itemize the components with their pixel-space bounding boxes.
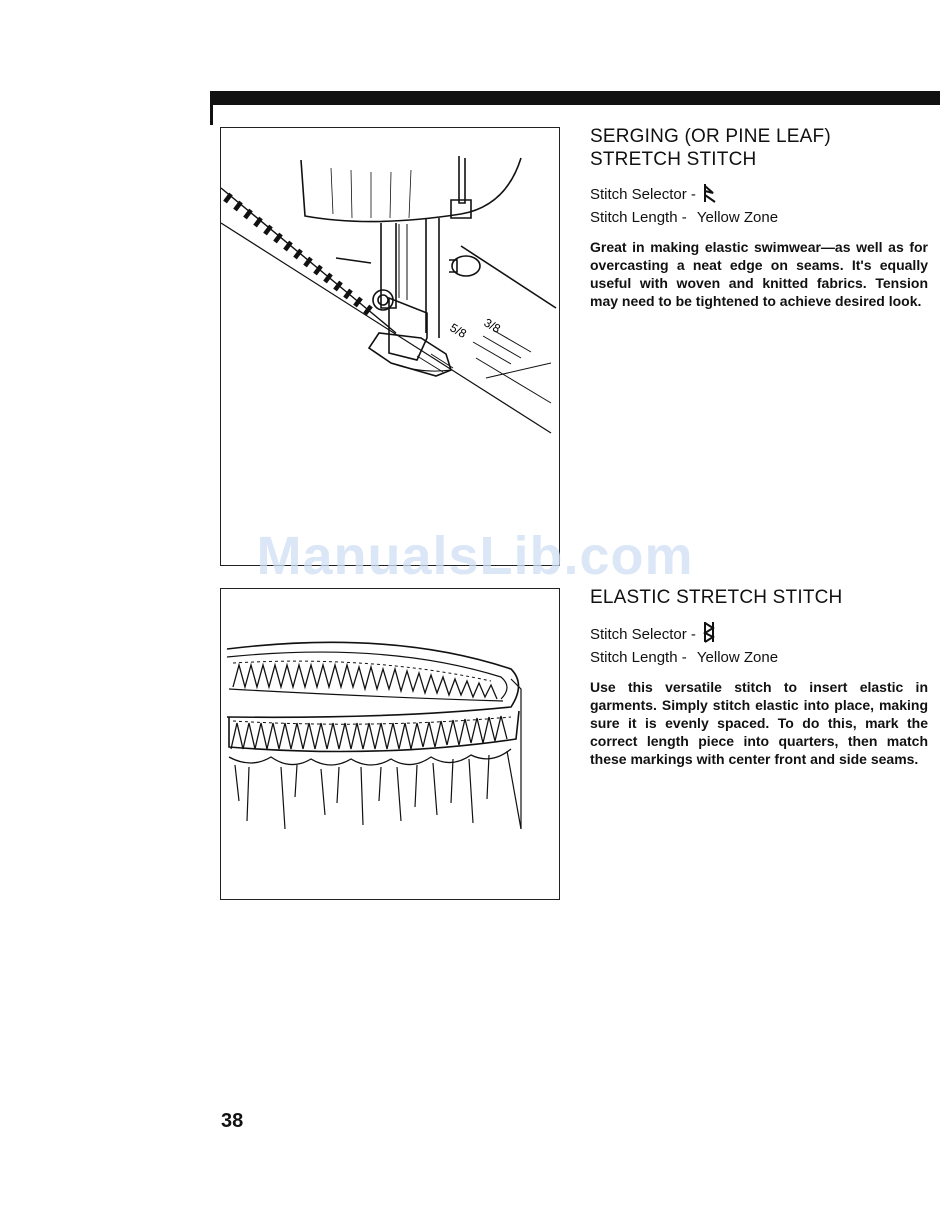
page-number: 38 xyxy=(221,1110,244,1132)
seam-guide-label-5-8: 5/8 xyxy=(447,320,469,341)
serging-stitch-icon xyxy=(703,183,717,208)
header-rule xyxy=(210,91,940,105)
serging-description: Great in making elastic swimwear—as well as for overcasting a neat edge on seams. It's equally useful with woven and knitted fabrics. Tension may need to be tightened to achieve desired look. xyxy=(590,239,928,309)
elastic-stitch-section xyxy=(590,586,928,768)
stitch-length-label: Stitch Length - xyxy=(590,209,687,226)
elastic-description: Use this versatile stitch to insert elastic in garments. Simply stitch elastic into place, making sure it is evenly spaced. To do this, mark the correct length piece into quarters, then match these markings with center front and side seams. xyxy=(590,679,928,767)
elastic-stitch-icon xyxy=(703,621,715,648)
elastic-section-title: ELASTIC STRETCH STITCH xyxy=(590,587,843,608)
stitch-selector-label: Stitch Selector - xyxy=(590,626,696,643)
serging-stitch-selector-row xyxy=(590,183,928,208)
serging-title-line1: SERGING (OR PINE LEAF) xyxy=(590,126,831,147)
elastic-waistband-drawing xyxy=(221,589,559,899)
elastic-stitch-selector-row xyxy=(590,621,928,648)
stitch-length-value: Yellow Zone xyxy=(696,209,779,226)
elastic-stitch-settings xyxy=(590,621,928,667)
serging-stitch-section xyxy=(590,125,928,310)
serging-title-line2: STRETCH STITCH xyxy=(590,149,757,170)
serging-stitch-settings xyxy=(590,183,928,227)
stitch-selector-label: Stitch Selector - xyxy=(590,186,696,203)
watermark: ManualsLib.com xyxy=(256,526,694,586)
stitch-length-value: Yellow Zone xyxy=(696,649,779,666)
elastic-stitch-length-row xyxy=(590,648,928,667)
header-rule-stub xyxy=(210,91,213,125)
stitch-length-label: Stitch Length - xyxy=(590,649,687,666)
seam-guide-label-3-8: 3/8 xyxy=(481,315,503,336)
serging-illustration-drawing xyxy=(221,128,559,565)
elastic-waistband-illustration xyxy=(220,588,560,900)
serging-section-title xyxy=(590,125,928,171)
serging-stitch-length-row xyxy=(590,208,928,227)
serging-illustration xyxy=(220,127,560,566)
